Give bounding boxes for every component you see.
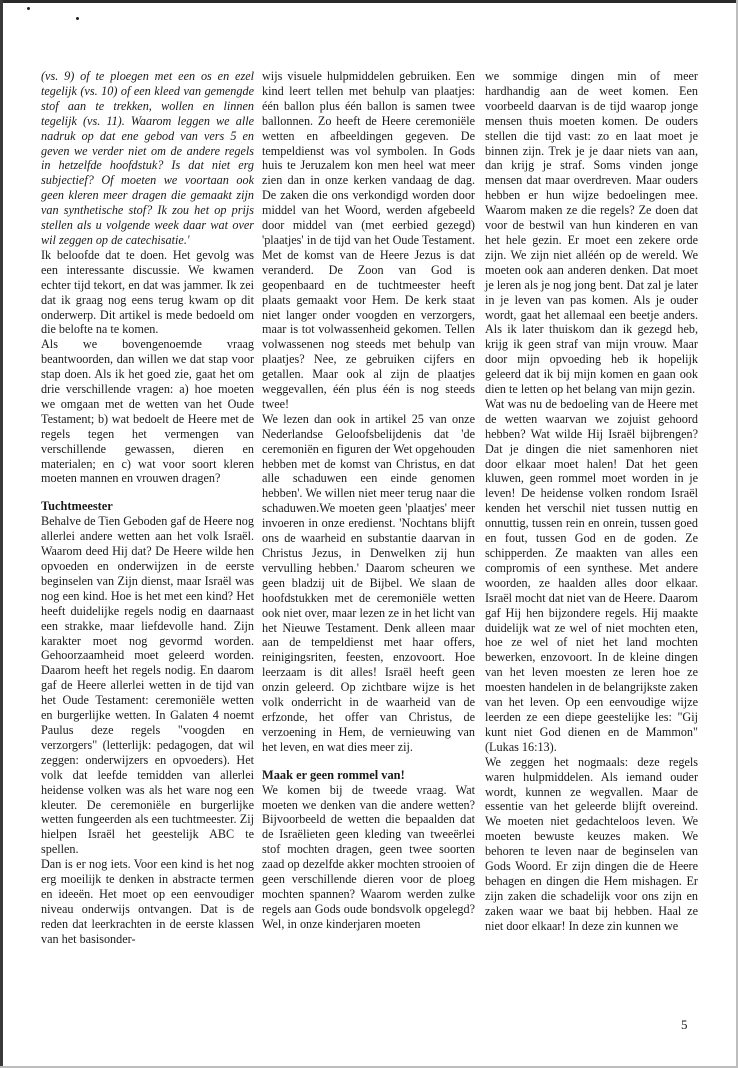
scan-speck [27, 7, 30, 10]
scan-top-edge [0, 0, 738, 3]
paragraph: Ik beloofde dat te doen. Het gevolg was een interessante discussie. We kwamen echter tijd tekort, en dat was jammer. Ik zei dat ik graag nog eens terug kwam op dit onderwerp. Dit artikel is mede bedoeld om die belofte na te komen. [41, 247, 254, 337]
scan-speck [76, 17, 79, 20]
paragraph: Als we bovengenoemde vraag beantwoorden, dan willen we dat stap voor stap doen. Als ik het goed zie, gaat het om drie verschillende vragen: a) hoe moeten we omgaan met de wetten van het Oude Testament; b) wat bedoelt de Heere met de regels tegen het vermengen van verschillende gewassen, dieren en materialen; en c) wat voor soort kleren moeten mannen en vrouwen dragen? [41, 337, 254, 486]
paragraph: wijs visuele hulpmiddelen gebruiken. Een kind leert tellen met behulp van plaatjes: één ballon plus één ballon is samen twee ballonnen. Zo heeft de Heere ceremoniële wetten en afbeeldingen gegeven. De tempeldienst was vol symbolen. In Gods huis te Jeruzalem kon men heel wat meer zien dan in onze kerken vandaag de dag. De zaken die ons verkondigd worden door middel van het Woord, werden afgebeeld door middel van (met eerbied gezegd) 'plaatjes' in de tijd van het Oude Testament. Met de komst van de Heere Jezus is dat veranderd. De Zoon van God is geopenbaard en de tuchtmeester heeft plaats gemaakt voor Hem. De kerk staat niet langer onder voogden en verzorgers, maar is tot volwassenheid gekomen. Tellen volwassenen nog steeds met behulp van plaatjes? Nee, ze gebruiken cijfers en getallen. Maar ook al zijn de plaatjes weggevallen, één plus één is nog steeds twee! [262, 69, 475, 411]
paragraph: Dan is er nog iets. Voor een kind is het nog erg moeilijk te denken in abstracte termen en ideeën. Het moet op een eenvoudiger niveau onderwijs ontvangen. Dat is de reden dat leerkrachten in de eerste klassen van het basisonder- [41, 857, 254, 946]
paragraph: We lezen dan ook in artikel 25 van onze Nederlandse Geloofsbelijdenis dat 'de ceremoniën en figuren der Wet opgehouden hebben met de komst van Christus, en dat alle schaduwen een einde genomen hebben'. We willen niet meer terug naar die schaduwen.We moeten geen 'plaatjes' meer invoeren in onze eredienst. 'Nochtans blijft ons de waarheid en substantie daarvan in Christus Jezus, in Denwelken zij hun vervulling hebben.' Daarom scheuren we geen bladzij uit de Bijbel. We slaan de hoofdstukken met de ceremoniële wetten ook niet over, maar lezen ze in het licht van het Nieuwe Testament. Denk alleen maar aan de tempeldienst met haar offers, reinigingsriten, feesten, enzovoort. Hoe leerzaam is dit alles! Israël heeft geen onzin geleerd. Op zichtbare wijze is het volk onderricht in de waarheid van de erfzonde, het offer van Christus, de verzoening in Hem, de vernieuwing van het leven, en wat dies meer zij. [262, 411, 476, 754]
section-heading: Tuchtmeester [41, 499, 113, 514]
column-3 [485, 69, 698, 934]
paragraph: We zeggen het nogmaals: deze regels waren hulpmiddelen. Als iemand ouder wordt, kunnen ze wegvallen. Maar de essentie van het geleerde blijft overeind. We moeten niet gedachteloos leven. We moeten bewuste keuzes maken. We behoren te leven naar de beginselen van Gods Woord. Er zijn dingen die de Heere behagen en dingen die Hem mishagen. Er zijn zaken die schadelijk voor ons zijn en zaken waar we baat bij hebben. Haal ze niet door elkaar! In deze zin kunnen we [485, 754, 698, 933]
paragraph: Behalve de Tien Geboden gaf de Heere nog allerlei andere wetten aan het volk Israël. Waarom deed Hij dat? De Heere wilde hen opvoeden en onderwijzen in de eerste beginselen van Zijn dienst, maar Israël was nog een kind. Hoe is het met een kind? Het heeft duidelijke regels nodig en daarnaast een strakke, maar liefdevolle hand. Zijn karakter moet nog gevormd worden. Gehoorzaamheid moet geleerd worden. Daarom heeft het regels nodig. En daarom gaf de Heere allerlei wetten in de tijd van het Oude Testament: ceremoniële wetten en burgerlijke wetten. In Galaten 4 noemt Paulus deze regels "voogden en verzorgers" (letterlijk: pedagogen, dat wil zeggen: onderwijzers en opvoeders). Het volk dat leefde temidden van allerlei heidense volken was als het ware nog een kleuter. De ceremoniële en burgerlijke wetten fungeerden als een tuchtmeester. Zij hielpen Israël het geestelijk ABC te spellen. [41, 514, 254, 857]
paragraph: we sommige dingen min of meer hardhandig aan de weet komen. Een voorbeeld daarvan is de tijd waarop jonge mensen thuis moeten komen. De ouders stellen die tijd vast: zo en laat moet je binnen zijn. Trek je je daar niets van aan, dan krijg je straf. Soms vinden jonge mensen dat maar overdreven. Maar ouders hebben er hun wijze bedoelingen mee. Waarom maken ze die regels? Ze doen dat voor de bestwil van hun kinderen en van het hele gezin. Er moet een zekere orde zijn. We zijn niet alléén op de wereld. We moeten ook aan anderen denken. Dat moet je leren als je nog jong bent. Dat zal je later in je leven van pas komen. Als je ouder wordt, gaat het allemaal een beetje anders. Als ik later thuiskom dan ik gezegd heb, krijg ik geen straf van mijn vrouw. Maar door mijn opvoeding heb ik hopelijk geleerd dat ik bij mijn komen en gaan ook dien te letten op het belang van mijn gezin. [485, 69, 698, 397]
section-heading: Maak er geen rommel van! [262, 767, 405, 782]
paragraph: We komen bij de tweede vraag. Wat moeten we denken van die andere wetten? Bijvoorbeeld de wetten die bepaalden dat de Israëlieten geen kleding van tweeërlei stof mochten dragen, geen twee soorten zaad op dezelfde akker mochten strooien of geen verschillende dieren voor de ploeg mochten spannen? Waarom werden zulke regels aan Gods oude bondsvolk opgelegd? Wel, in onze kinderjaren moeten [262, 782, 475, 931]
scan-left-edge [0, 0, 3, 1068]
page-number: 5 [681, 1017, 688, 1032]
paragraph: Wat was nu de bedoeling van de Heere met de wetten waarvan we zojuist gehoord hebben? Wat wilde Hij Israël bijbrengen? Dat je dingen die niet samenhoren niet door elkaar moet halen! Dat het geen kluwen, geen rommel moet worden in je leven! De heidense volken rondom Israël kenden het verschil niet tussen nuttig en onnuttig, tussen rein en onrein, tussen goed en fout, tussen God en de goden. Ze schipperden. Ze maakten van alles een compromis of een synthese. Met andere woorden, ze haalden alles door elkaar. Israël mocht dat niet van de Heere. Daarom gaf Hij hen bijzondere regels. Hij maakte duidelijk wat ze wel of niet mochten eten, hoe ze wel of niet het land mochten bewerken, enzovoort. In de kleine dingen van het leven moesten ze leren hoe ze moesten handelen in de belangrijkste zaken van het leven. Op een eenvoudige wijze leerden ze een diepe geestelijke les: "Gij kunt niet God dienen en de Mammon" (Lukas 16:13). [485, 396, 698, 754]
paragraph: (vs. 9) of te ploegen met een os en ezel tegelijk (vs. 10) of een kleed van gemengde stof aan te trekken, wollen en linnen tegelijk (vs. 11). Waarom leggen we alle nadruk op dat ene gebod van vers 5 en geven we verder niet om de andere regels in hetzelfde hoofdstuk? Is dat niet erg subjectief? Of moeten we voortaan ook geen kleren meer dragen die gemaakt zijn van synthetische stof? Ik zou het op prijs stellen als u volgende week daar wat over wil zeggen op de catechisatie.' [41, 69, 254, 247]
column-1 [41, 69, 254, 947]
column-2 [262, 69, 475, 932]
